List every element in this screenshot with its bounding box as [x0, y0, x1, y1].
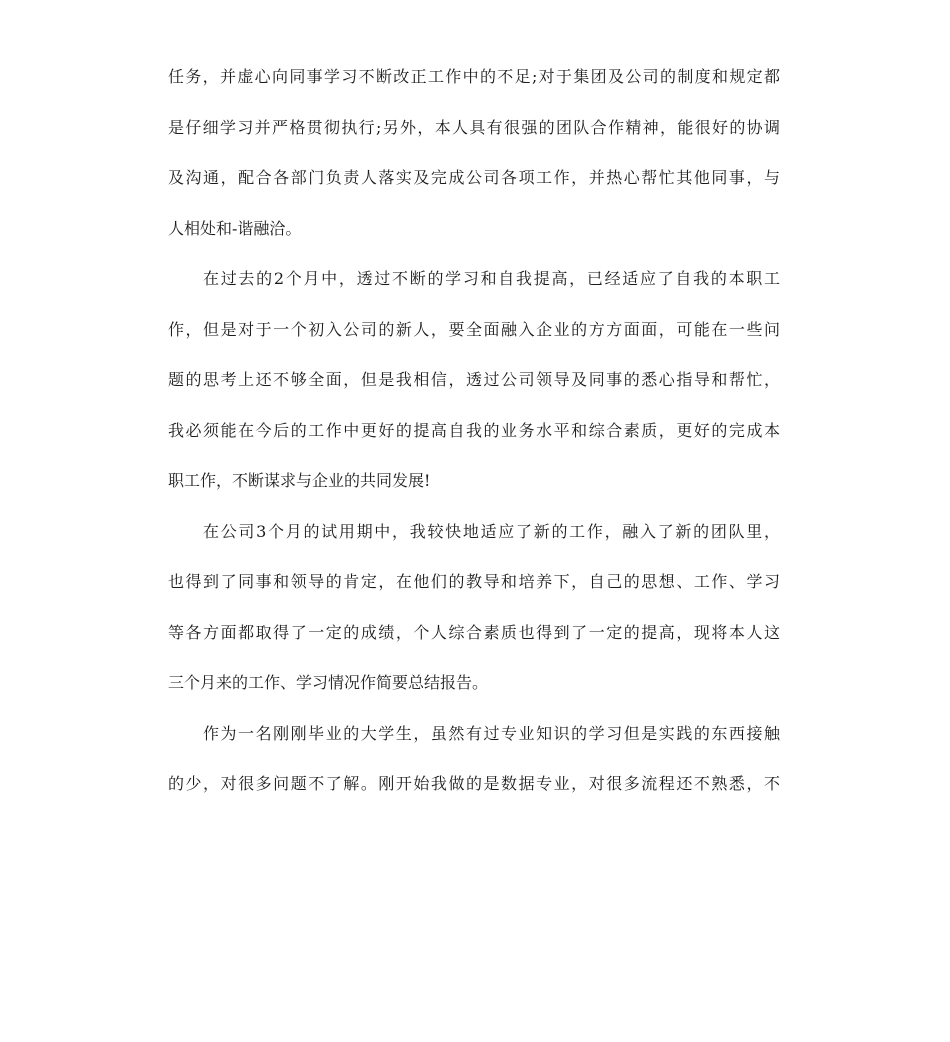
paragraph-4-line-1: 作为一名刚刚毕业的大学生，虽然有过专业知识的学习但是实践的东西接触 — [203, 723, 780, 743]
paragraph-2-line-2: 作，但是对于一个初入公司的新人，要全面融入企业的方方面面，可能在一些问 — [168, 319, 780, 339]
paragraph-1-line-2: 是仔细学习并严格贯彻执行;另外，本人具有很强的团队合作精神，能很好的协调 — [168, 117, 780, 137]
paragraph-3-line-1: 在公司3个月的试用期中，我较快地适应了新的工作，融入了新的团队里， — [203, 521, 780, 541]
paragraph-1-line-3: 及沟通，配合各部门负责人落实及完成公司各项工作，并热心帮忙其他同事，与 — [168, 168, 780, 187]
paragraph-2-line-4: 我必须能在今后的工作中更好的提高自我的业务水平和综合素质，更好的完成本 — [168, 420, 780, 440]
paragraph-2-line-3: 题的思考上还不够全面，但是我相信，透过公司领导及同事的悉心指导和帮忙， — [168, 370, 780, 389]
paragraph-3-line-4: 三个月来的工作、学习情况作简要总结报告。 — [168, 673, 489, 692]
paragraph-4-line-2: 的少，对很多问题不了解。刚开始我做的是数据专业，对很多流程还不熟悉，不 — [168, 774, 780, 793]
paragraph-2-line-1: 在过去的2个月中，透过不断的学习和自我提高，已经适应了自我的本职工 — [203, 269, 780, 288]
document-body — [168, 59, 780, 817]
paragraph-1-line-1: 任务，并虚心向同事学习不断改正工作中的不足;对于集团及公司的制度和规定都 — [168, 67, 780, 86]
paragraph-3-line-3: 等各方面都取得了一定的成绩，个人综合素质也得到了一定的提高，现将本人这 — [168, 622, 780, 642]
paragraph-2-line-5: 职工作，不断谋求与企业的共同发展! — [168, 471, 431, 490]
paragraph-3-line-2: 也得到了同事和领导的肯定，在他们的教导和培养下，自己的思想、工作、学习 — [168, 572, 780, 591]
paragraph-1-line-4: 人相处和-谐融洽。 — [168, 218, 302, 238]
